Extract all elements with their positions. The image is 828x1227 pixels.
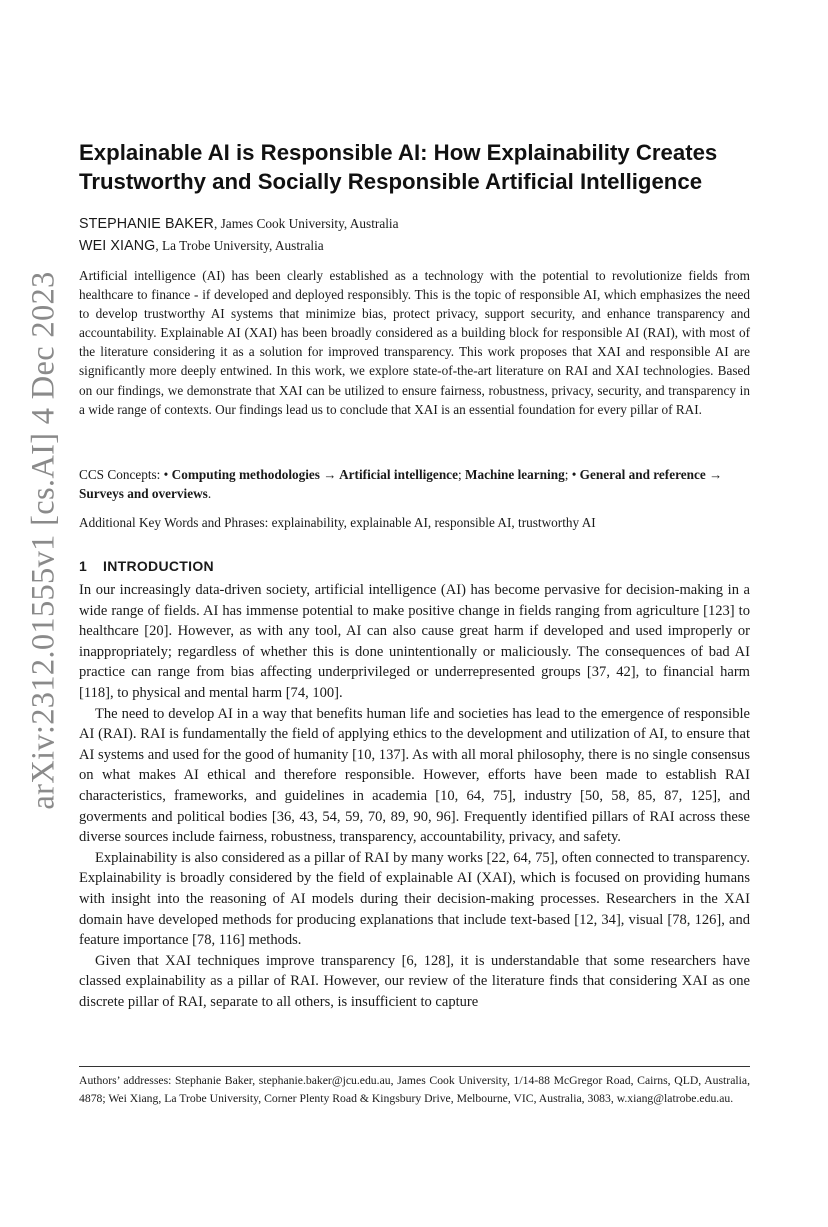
author-name: WEI XIANG — [79, 238, 156, 254]
ccs-separator: ; • — [564, 467, 580, 482]
ccs-end: . — [207, 486, 212, 502]
ccs-bullet: • — [163, 467, 172, 482]
body-paragraph: Explainability is also considered as a pillar of RAI by many works [22, 64, 75], often connected to transparency. Explainability is broadly considered by the field of explainable AI (XAI), which is focused on providing humans with insight into the reasoning of AI models during their decision-making processes. Researchers in the XAI domain have developed methods for producing explanations that include text-based [12, 34], visual [78, 126], and feature importance [78, 116] methods. — [79, 849, 750, 949]
introduction-body — [79, 580, 750, 1012]
abstract: Artificial intelligence (AI) has been clearly established as a technology with the potential to revolutionize fields from healthcare to finance - if developed and deployed responsibly. This is the topic of responsible AI, which emphasizes the need to develop trustworthy AI systems that minimize bias, protect privacy, support security, and enhance transparency and accountability. Explainable AI (XAI) has been broadly considered as a building block for responsible AI (RAI), with most of the literature considering it as a solution for improved transparency. This work proposes that XAI and responsible AI are significantly more deeply entwined. In this work, we explore state-of-the-art literature on RAI and XAI technologies. Based on our findings, we demonstrate that XAI can be utilized to ensure fairness, robustness, privacy, security, and transparency in a wide range of contexts. Our findings lead us to conclude that XAI is an essential foundation for every pillar of RAI. — [79, 268, 750, 417]
author-affiliation: , James Cook University, Australia — [213, 216, 399, 231]
section-heading — [79, 556, 750, 576]
ccs-concepts — [79, 465, 750, 503]
body-paragraph: In our increasingly data-driven society, artificial intelligence (AI) has become pervasive for decision-making in a wide range of fields. AI has immense potential to make positive change in fields ranging from agriculture [123] to healthcare [20]. However, as with any tool, AI can also cause great harm if developed and used improperly or inappropriately; regardless of whether this is done unintentionally or maliciously. The consequences of bad AI practice can range from bias affecting underprivileged or underrepresented groups [37, 42], to financial harm [118], to physical and mental harm [74, 100]. — [79, 582, 750, 701]
author-name: STEPHANIE BAKER — [79, 216, 214, 232]
ccs-term: Machine learning — [464, 467, 565, 482]
authors-addresses-footnote: Authors’ addresses: Stephanie Baker, stephanie.baker@jcu.edu.au, James Cook University, 1/14-88 McGregor Road, Cairns, QLD, Australia, 4878; Wei Xiang, La Trobe University, Corner Plenty Road & Kingsbury Drive, Melbourne, VIC, Australia, 3083, w.xiang@latrobe.edu.au. — [79, 1074, 750, 1105]
arxiv-identifier — [24, 250, 64, 830]
arxiv-id-text: arXiv:2312.01555v1 [cs.AI] 4 Dec 2023 — [25, 270, 62, 810]
author-affiliation: , La Trobe University, Australia — [155, 238, 324, 253]
author-line — [79, 235, 750, 257]
section-title: INTRODUCTION — [103, 558, 214, 574]
footnote-rule — [79, 1066, 750, 1067]
body-paragraph: Given that XAI techniques improve transparency [6, 128], it is understandable that some researchers have classed explainability as a pillar of RAI. However, our review of the literature finds that considering XAI as one discrete pillar of RAI, separate to all others, is insufficient to capture — [79, 952, 750, 1010]
paper-title: Explainable AI is Responsible AI: How Explainability Creates Trustworthy and Socially Responsible Artificial Intelligence — [79, 140, 718, 194]
ccs-label: CCS Concepts: — [79, 467, 164, 482]
section-number: 1 — [79, 558, 88, 574]
ccs-separator: ; — [457, 467, 465, 482]
keywords: Additional Key Words and Phrases: explainability, explainable AI, responsible AI, trustworthy AI — [79, 515, 596, 530]
author-block — [79, 213, 750, 257]
body-paragraph: The need to develop AI in a way that benefits human life and societies has lead to the emergence of responsible AI (RAI). RAI is fundamentally the field of applying ethics to the development and utilization of AI, to ensure that AI systems and used for the good of humanity [10, 137]. As with all moral philosophy, there is no single consensus on what makes AI ethical and therefore responsible. However, efforts have been made to establish RAI characteristics, frameworks, and guidelines in academia [10, 64, 75], industry [50, 58, 85, 87, 125], and goverments and political bodies [36, 43, 54, 59, 70, 89, 90, 96]. Frequently identified pillars of RAI across these diverse sources include fairness, robustness, transparency, accountability, privacy, and safety. — [79, 705, 750, 846]
author-line — [79, 213, 750, 235]
ccs-term: Computing methodologies → Artificial intelligence — [171, 467, 458, 482]
ccs-term: General and reference → Surveys and overviews — [79, 467, 723, 502]
